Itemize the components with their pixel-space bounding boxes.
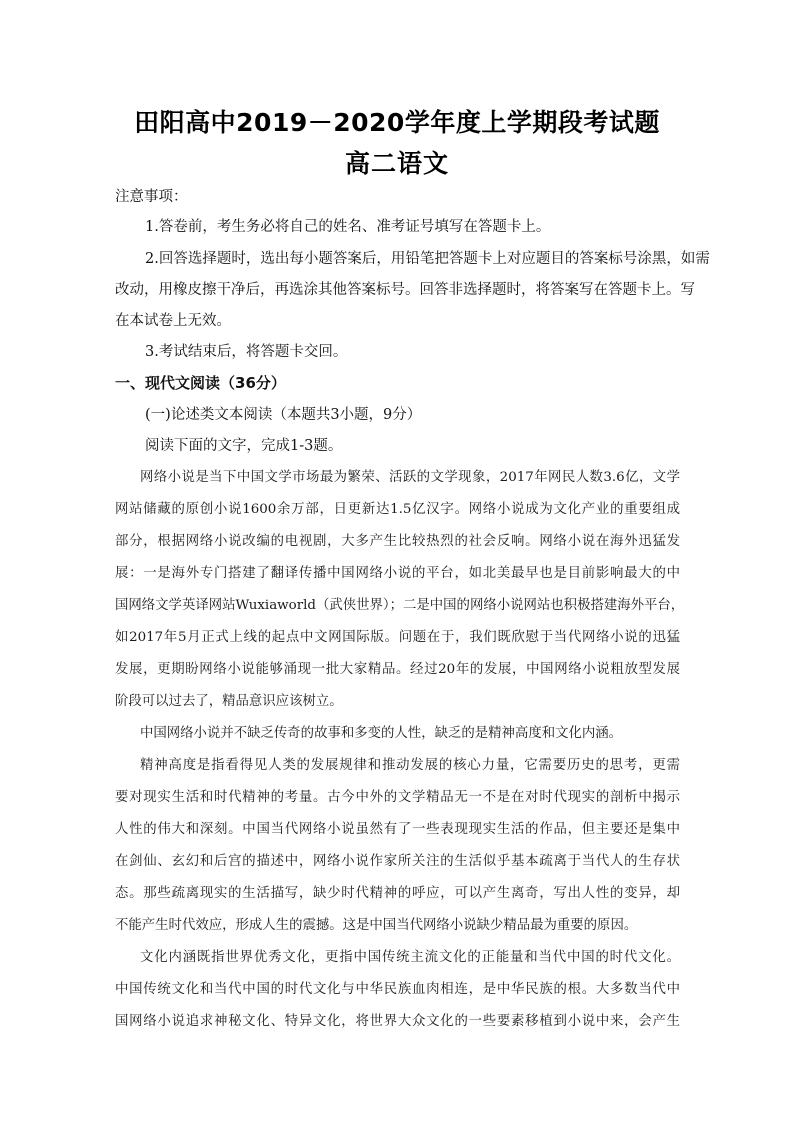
passage-p1-line-2: 网站储藏的原创小说1600余万部，日更新达1.5亿汉字。网络小说成为文化产业的重要组成 — [115, 502, 680, 517]
passage-p4-line-3: 国网络小说追求神秘文化、特异文化，将世界大众文化的一些要素移植到小说中来，会产生 — [115, 1014, 680, 1029]
passage-p1-line-8: 阶段可以过去了，精品意识应该树立。 — [115, 694, 343, 709]
passage-p1-line-7: 发展，更期盼网络小说能够涌现一批大家精品。经过20年的发展，中国网络小说粗放型发展 — [115, 662, 680, 677]
passage-p3-line-4: 在剑仙、玄幻和后宫的描述中，网络小说作家所关注的生活似乎基本疏离于当代人的生存状 — [115, 854, 680, 869]
note-item-1: 1.答卷前，考生务必将自己的姓名、准考证号填写在答题卡上。 — [145, 219, 551, 235]
passage-p2-line-1: 中国网络小说并不缺乏传奇的故事和多变的人性，缺乏的是精神高度和文化内涵。 — [140, 726, 623, 741]
passage-p1-line-6: 如2017年5月正式上线的起点中文网国际版。问题在于，我们既欣慰于当代网络小说的迅猛 — [115, 630, 680, 645]
note-item-3: 3.考试结束后，将答题卡交回。 — [145, 344, 348, 360]
section-heading: 一、现代文阅读（36分） — [115, 374, 286, 392]
section-instruction: 阅读下面的文字，完成1-3题。 — [145, 438, 343, 454]
note-item-2-line-2: 改动，用橡皮擦干净后，再选涂其他答案标号。回答非选择题时，将答案写在答题卡上。写 — [115, 282, 695, 298]
passage-p1-line-4: 展：一是海外专门搭建了翻译传播中国网络小说的平台，如北美最早也是目前影响最大的中 — [115, 566, 680, 581]
exam-title: 田阳高中2019－2020学年度上学期段考试题 — [134, 108, 660, 137]
passage-p3-line-6: 不能产生时代效应，形成人生的震撼。这是中国当代网络小说缺少精品最为重要的原因。 — [115, 918, 638, 933]
exam-subtitle: 高二语文 — [344, 149, 449, 178]
passage-p3-line-2: 要对现实生活和时代精神的考量。古今中外的文学精品无一不是在对时代现实的剖析中揭示 — [115, 790, 680, 805]
note-item-2-line-1: 2.回答选择题时，选出每小题答案后，用铅笔把答题卡上对应题目的答案标号涂黑，如需 — [145, 251, 710, 267]
passage-p3-line-1: 精神高度是指看得见人类的发展规律和推动发展的核心力量，它需要历史的思考，更需 — [140, 758, 680, 773]
section-subheading: (一)论述类文本阅读（本题共3小题，9分） — [145, 407, 422, 423]
passage-p1-line-3: 部分，根据网络小说改编的电视剧，大多产生比较热烈的社会反响。网络小说在海外迅猛发 — [115, 534, 680, 549]
passage-p4-line-1: 文化内涵既指世界优秀文化，更指中国传统主流文化的正能量和当代中国的时代文化。 — [140, 950, 680, 965]
passage-p1-line-1: 网络小说是当下中国文学市场最为繁荣、活跃的文学现象，2017年网民人数3.6亿，文学 — [140, 470, 680, 485]
note-item-2-line-3: 在本试卷上无效。 — [115, 313, 231, 329]
passage-p3-line-3: 人性的伟大和深刻。中国当代网络小说虽然有了一些表现现实生活的作品，但主要还是集中 — [115, 822, 680, 837]
passage-p4-line-2: 中国传统文化和当代中国的时代文化与中华民族血肉相连，是中华民族的根。大多数当代中 — [115, 982, 680, 997]
passage-p3-line-5: 态。那些疏离现实的生活描写，缺少时代精神的呼应，可以产生离奇，写出人性的变异，却 — [115, 886, 680, 901]
passage-p1-line-5: 国网络文学英译网站Wuxiaworld（武侠世界）；二是中国的网络小说网站也积极搭建海外平台， — [115, 598, 685, 613]
notes-heading: 注意事项： — [115, 189, 188, 205]
